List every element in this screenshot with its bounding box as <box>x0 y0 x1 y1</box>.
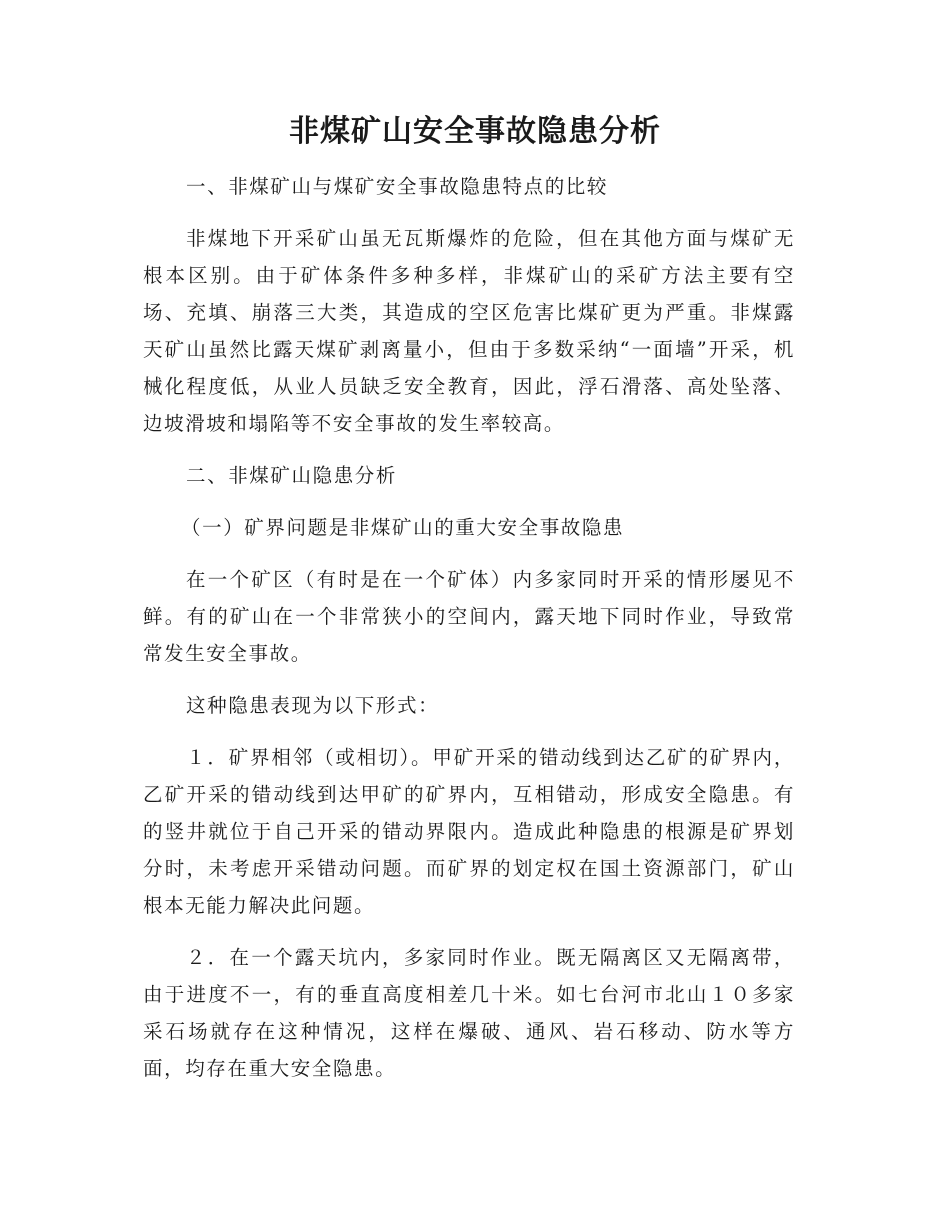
paragraph-multiple-operators: 在一个矿区（有时是在一个矿体）内多家同时开采的情形屡见不鲜。有的矿山在一个非常狭小的空间内，露天地下同时作业，导致常常发生安全事故。 <box>143 568 795 665</box>
list-item-2: ２．在一个露天坑内，多家同时作业。既无隔离区又无隔离带，由于进度不一，有的垂直高度相差几十米。如七台河市北山１０多家采石场就存在这种情况，这样在爆破、通风、岩石移动、防水等方面，均存在重大安全隐患。 <box>143 946 795 1080</box>
paragraph-comparison: 非煤地下开采矿山虽无瓦斯爆炸的危险，但在其他方面与煤矿无根本区别。由于矿体条件多种多样，非煤矿山的采矿方法主要有空场、充填、崩落三大类，其造成的空区危害比煤矿更为严重。非煤露天矿山虽然比露天煤矿剥离量小，但由于多数采纳“一面墙”开采，机械化程度低，从业人员缺乏安全教育，因此，浮石滑落、高处坠落、边坡滑坡和塌陷等不安全事故的发生率较高。 <box>143 227 795 435</box>
document-title: 非煤矿山安全事故隐患分析 <box>289 114 661 149</box>
document-body <box>143 168 795 1102</box>
paragraph-forms-intro: 这种隐患表现为以下形式： <box>186 694 440 717</box>
section-heading-1: 一、非煤矿山与煤矿安全事故隐患特点的比较 <box>186 175 609 198</box>
subsection-heading-1: （一）矿界问题是非煤矿山的重大安全事故隐患 <box>181 516 625 539</box>
section-heading-2: 二、非煤矿山隐患分析 <box>186 464 398 487</box>
list-item-1: １．矿界相邻（或相切）。甲矿开采的错动线到达乙矿的矿界内，乙矿开采的错动线到达甲矿的矿界内，互相错动，形成安全隐患。有的竖井就位于自己开采的错动界限内。造成此种隐患的根源是矿界划分时，未考虑开采错动问题。而矿界的划定权在国土资源部门，矿山根本无能力解决此问题。 <box>143 746 795 917</box>
